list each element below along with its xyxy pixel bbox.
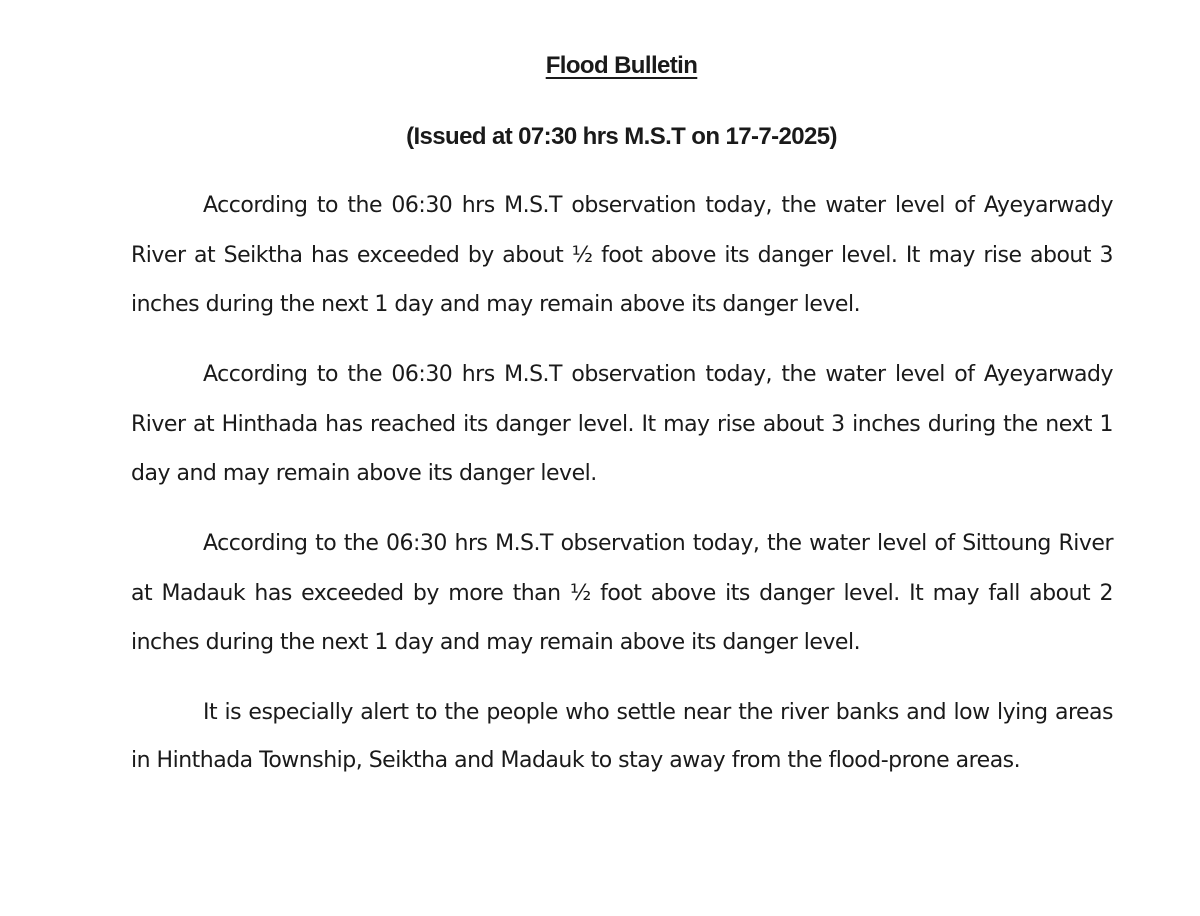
bulletin-title-text: Flood Bulletin: [545, 52, 698, 79]
bulletin-title: [0, 49, 1200, 83]
paragraph-seiktha: According to the 06:30 hrs M.S.T observation today, the water level of Ayeyarwady River at Seiktha has exceeded by about ½ foot above its danger level. It may rise about 3 inches during the next 1 day and may remain above its danger level.: [131, 193, 1113, 318]
issued-time: (Issued at 07:30 hrs M.S.T on 17-7-2025): [406, 123, 837, 150]
paragraph-madauk: According to the 06:30 hrs M.S.T observation today, the water level of Sittoung River at Madauk has exceeded by more than ½ foot above its danger level. It may fall about 2 inches during the next 1 day and may remain above its danger level.: [131, 531, 1113, 656]
paragraph-hinthada: According to the 06:30 hrs M.S.T observation today, the water level of Ayeyarwady River at Hinthada has reached its danger level. It may rise about 3 inches during the next 1 day and may remain above its danger level.: [131, 362, 1113, 487]
paragraph-alert: It is especially alert to the people who settle near the river banks and low lying areas in Hinthada Township, Seiktha and Madauk to stay away from the flood-prone areas.: [131, 700, 1113, 773]
